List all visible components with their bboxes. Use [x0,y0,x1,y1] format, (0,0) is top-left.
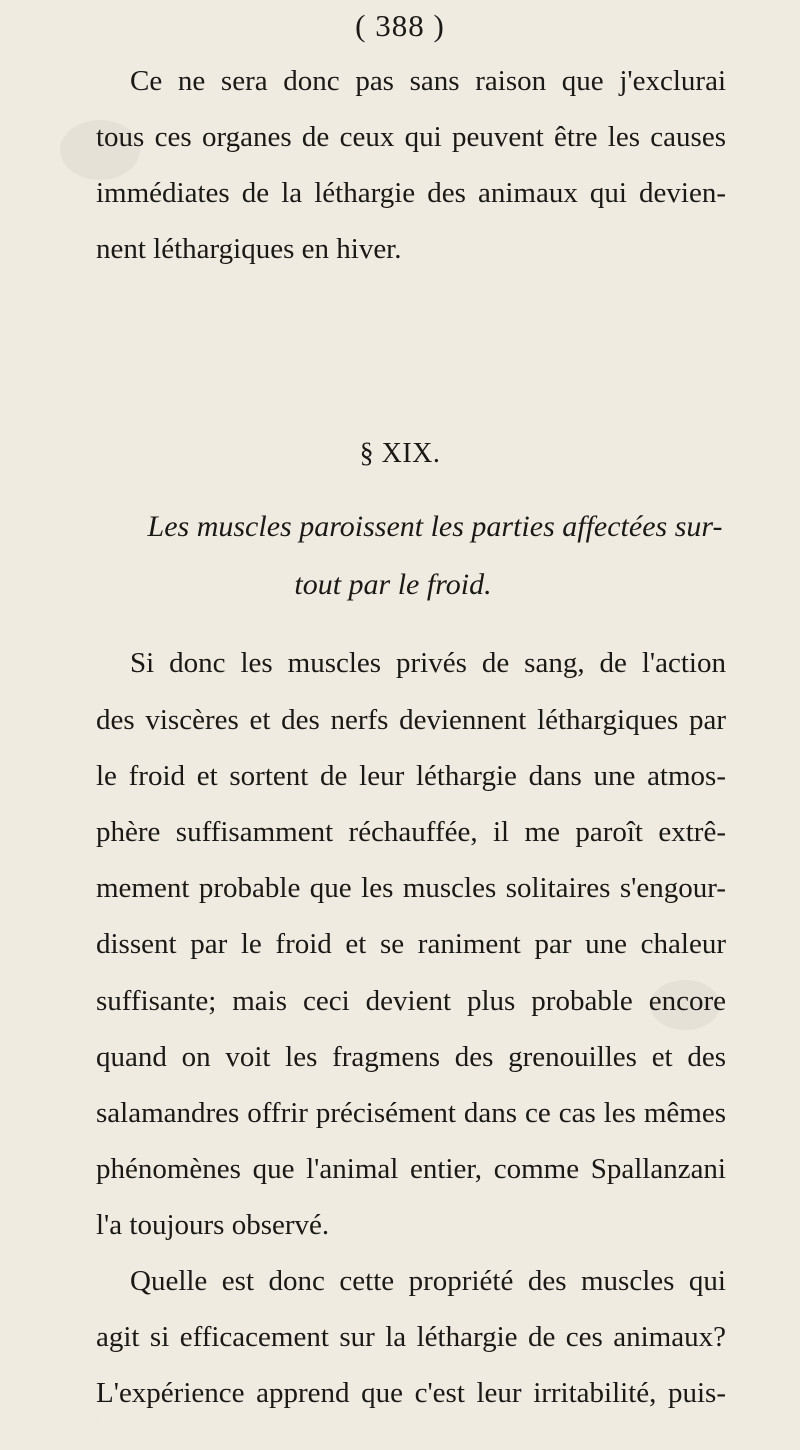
intro-line: tous ces organes de ceux qui peuvent être les causes [96,121,726,153]
body-line: des viscères et des nerfs deviennent léthargiques par [96,704,726,736]
body-line: suffisante; mais ceci devient plus probable encore [96,985,726,1017]
body-line: phère suffisamment réchauffée, il me paroît extrê- [96,816,726,848]
body-line: quand on voit les fragmens des grenouilles et des [96,1041,726,1073]
body-line: L'expérience apprend que c'est leur irritabilité, puis- [96,1377,726,1409]
body-line [96,1422,726,1423]
body-line: le froid et sortent de leur léthargie dans une atmos- [96,760,726,792]
page-number: ( 388 ) [355,8,445,43]
body-line: salamandres offrir précisément dans ce cas les mêmes [96,1097,726,1129]
intro-line: nent léthargiques en hiver. [96,233,402,265]
intro-line: immédiates de la léthargie des animaux qui devien- [96,177,726,209]
body-line: dissent par le froid et se raniment par une chaleur [96,928,726,960]
body-line: mement probable que les muscles solitaires s'engour- [96,872,726,904]
body-line: Quelle est donc cette propriété des muscles qui [130,1265,726,1297]
body-line: phénomènes que l'animal entier, comme Spallanzani [96,1153,726,1185]
section-title-line: Les muscles paroissent les parties affectées sur- [147,510,723,543]
body-line: Si donc les muscles privés de sang, de l'action [130,647,726,679]
section-title-line: tout par le froid. [294,568,492,601]
intro-line: Ce ne sera donc pas sans raison que j'exclurai [130,65,726,97]
body-line: agit si efficacement sur la léthargie de ces animaux? [96,1321,726,1353]
section-heading-number: § XIX. [359,438,441,469]
body-line: l'a toujours observé. [96,1209,330,1241]
